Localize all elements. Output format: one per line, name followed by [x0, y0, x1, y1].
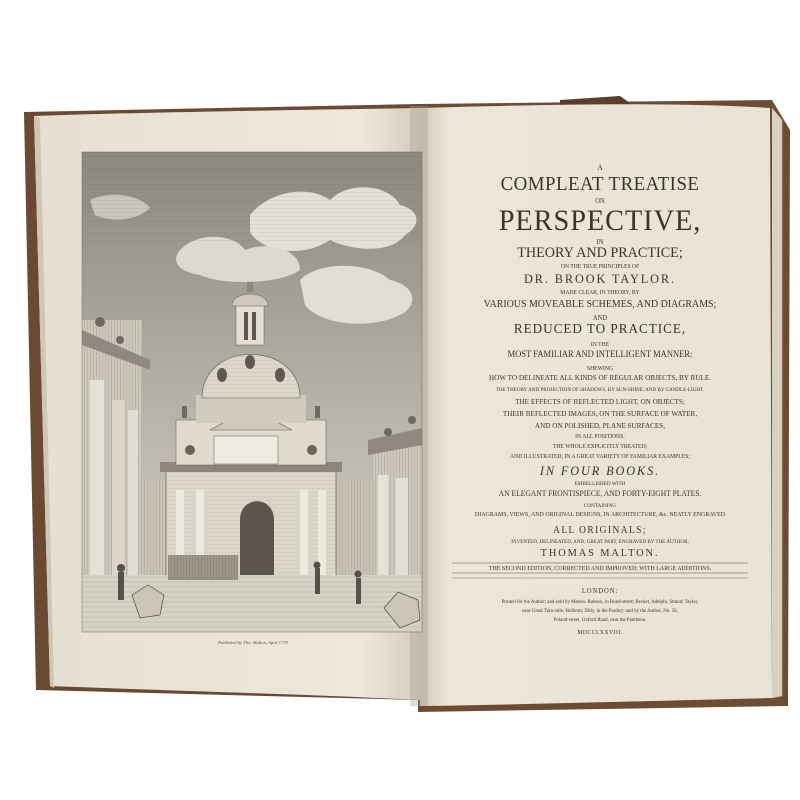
tp-made-clear: MADE CLEAR, IN THEORY, BY: [560, 290, 640, 296]
tp-books: IN FOUR BOOKS.: [539, 463, 661, 478]
frontispiece-credit: Published by Tho. Malton, April 1779: [218, 640, 288, 645]
tp-line-a: A: [597, 163, 603, 172]
tp-london: LONDON:: [581, 587, 619, 595]
tp-date: MDCCLXXVIII.: [577, 630, 623, 636]
tp-containing: CONTAINING: [583, 503, 617, 509]
tp-most-familiar: MOST FAMILIAR AND INTELLIGENT MANNER;: [507, 349, 693, 359]
tp-embellished: EMBELLISHED WITH: [574, 481, 626, 487]
tp-theory: THEORY AND PRACTICE;: [517, 245, 683, 261]
tp-printed-1: Printed for the Author; and sold by Messrs. Robson, in Bond-street; Becket, Adelphi, Strand; Taylor,: [501, 599, 699, 605]
tp-shadows: THE THEORY AND PROJECTION OF SHADOWS, BY SUN-SHINE, AND BY CANDLE-LIGHT.: [495, 387, 705, 393]
tp-line-in: IN: [596, 238, 604, 246]
tp-reduced: REDUCED TO PRACTICE,: [513, 322, 687, 337]
tp-principles: ON THE TRUE PRINCIPLES OF: [560, 264, 640, 270]
tp-effects: THE EFFECTS OF REFLECTED LIGHT, ON OBJECTS;: [515, 397, 685, 406]
tp-in-the: IN THE: [590, 342, 610, 348]
tp-whole: THE WHOLE EXPLICITLY TREATED;: [552, 444, 648, 450]
tp-edition: THE SECOND EDITION, CORRECTED AND IMPROVED; WITH LARGE ADDITIONS.: [488, 565, 712, 572]
tp-illustrated: AND ILLUSTRATED, IN A GREAT VARIETY OF FAMILIAR EXAMPLES;: [510, 454, 690, 460]
tp-diagrams: DIAGRAMS, VIEWS, AND ORIGINAL DESIGNS, IN ARCHITECTURE, &c. NEATLY ENGRAVED: [474, 511, 726, 518]
tp-polished: AND ON POLISHED, PLANE SURFACES,: [534, 421, 666, 430]
tp-printed-2: near Great Turn-stile, Holborn; Dilly, in the Poultry; and by the Author, No. 56,: [522, 608, 678, 614]
tp-frontispiece: AN ELEGANT FRONTISPIECE, AND FORTY-EIGHT PLATES.: [498, 489, 702, 498]
tp-title-1: COMPLEAT TREATISE: [500, 173, 700, 195]
tp-author: THOMAS MALTON.: [540, 547, 660, 559]
tp-shewing: SHEWING: [586, 366, 614, 372]
tp-various: VARIOUS MOVEABLE SCHEMES, AND DIAGRAMS;: [483, 299, 717, 310]
tp-title-2: PERSPECTIVE,: [498, 204, 702, 237]
tp-originals: ALL ORIGINALS;: [553, 525, 647, 536]
tp-positions: IN ALL POSITIONS.: [575, 434, 625, 440]
tp-how: HOW TO DELINEATE ALL KINDS OF REGULAR OBJECTS, BY RULE.: [488, 373, 712, 382]
tp-printed-3: Poland-street, Oxford Road, near the Pantheon.: [553, 617, 647, 623]
tp-and: AND: [592, 314, 608, 322]
title-page: [420, 112, 780, 692]
frontispiece-engraving: [82, 152, 422, 632]
tp-taylor: DR. BROOK TAYLOR.: [524, 271, 676, 286]
tp-images: THEIR REFLECTED IMAGES, ON THE SURFACE OF WATER,: [502, 409, 698, 418]
tp-invented: INVENTED, DELINEATED, AND, GREAT PART, ENGRAVED BY THE AUTHOR,: [511, 539, 689, 545]
tp-line-on: ON: [595, 197, 605, 205]
